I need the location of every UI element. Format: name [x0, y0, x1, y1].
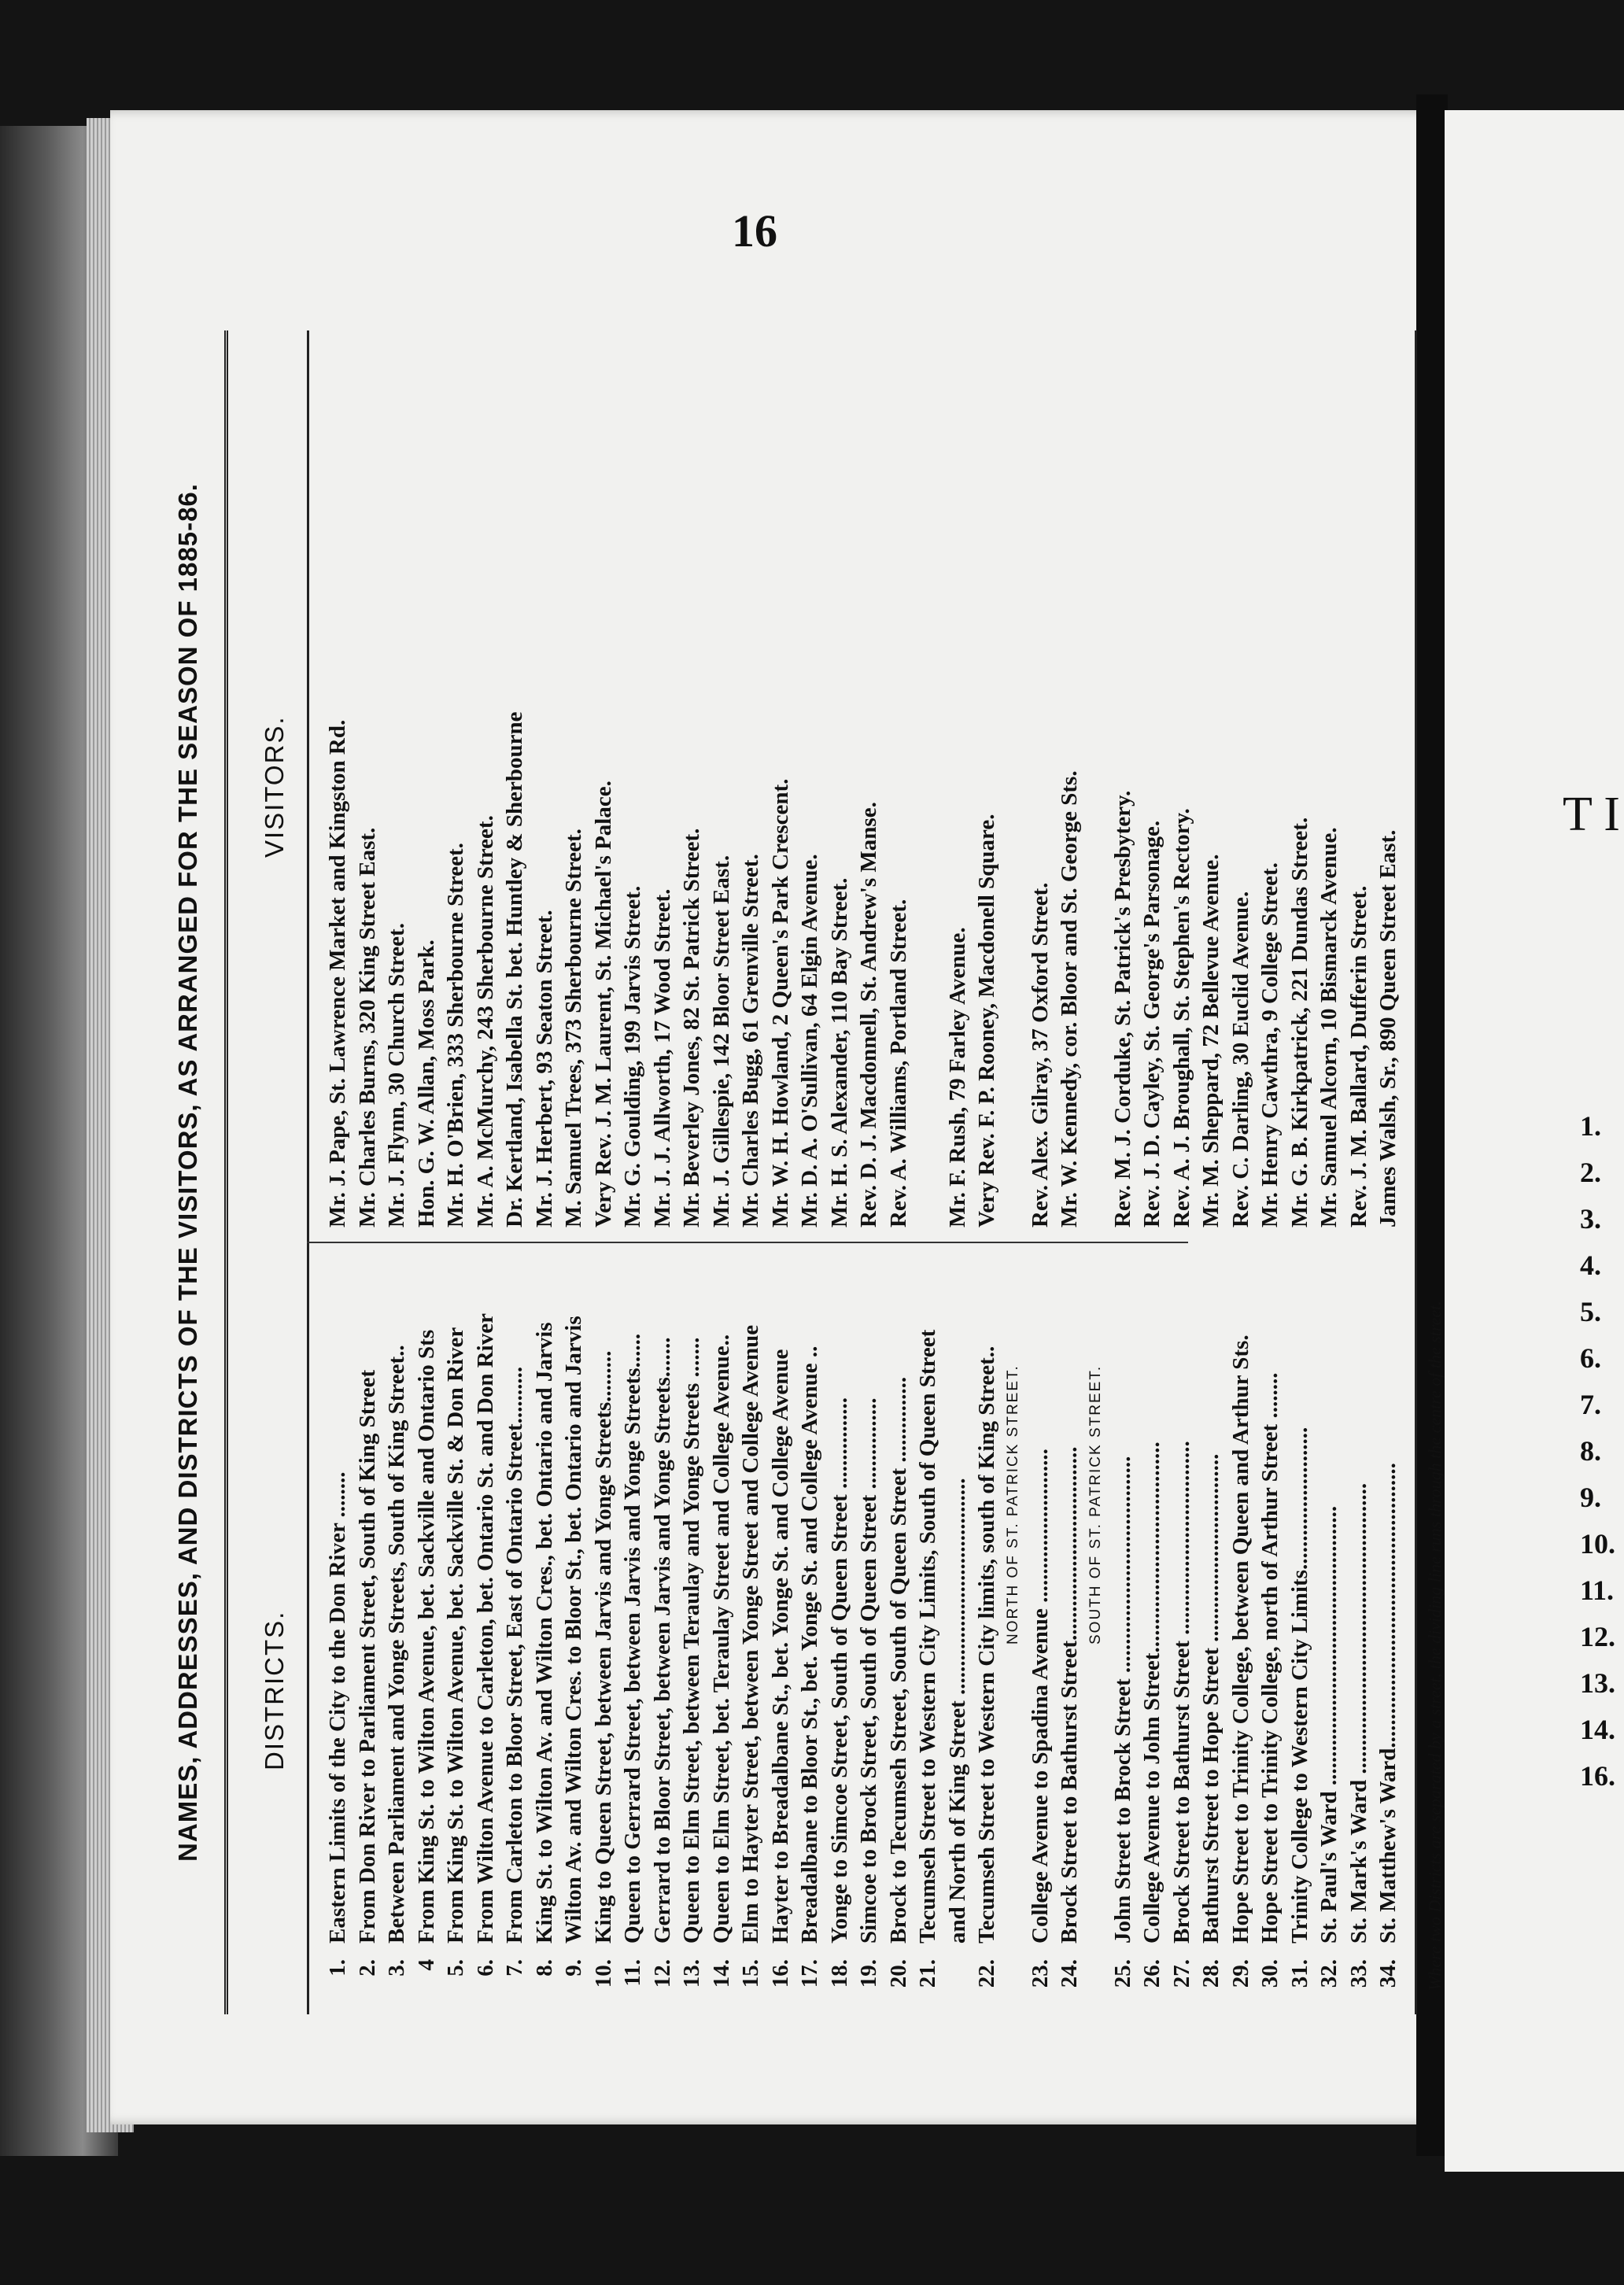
table-row	[1167, 323, 1197, 2006]
table-row	[1054, 323, 1084, 2006]
row-district: Between Parliament and Yonge Streets, South of King Street..	[384, 1345, 409, 1944]
row-district: From Carleton to Bloor Street, East of Ontario Street..........	[502, 1366, 527, 1944]
row-visitor: Mr. A. McMurchy, 243 Sherbourne Street.	[472, 815, 498, 1227]
table-row	[1285, 323, 1315, 2006]
row-number: 2.	[354, 1959, 380, 1977]
row-district: Queen to Elm Street, bet. Teraulay Street and College Avenue..	[708, 1334, 734, 1944]
row-visitor: Mr. J. Herbert, 93 Seaton Street.	[531, 910, 557, 1227]
row-district: St. Mark's Ward ...................................................	[1345, 1482, 1371, 1944]
row-visitor: Rev. J. M. Ballard, Dufferin Street.	[1345, 885, 1371, 1227]
table-row	[589, 323, 618, 2006]
table-row	[854, 323, 884, 2006]
row-district: Queen to Gerrard Street, between Jarvis and Yonge Streets......	[620, 1333, 645, 1944]
row-visitor: Mr. Charles Bugg, 61 Grenville Street.	[738, 854, 763, 1227]
table-row	[559, 323, 589, 2006]
table-row	[1314, 323, 1344, 2006]
row-visitor: Mr. H. O'Brien, 333 Sherbourne Street.	[443, 843, 468, 1227]
row-visitor: Mr. W. Kennedy, cor. Bloor and St. George Sts.	[1057, 770, 1082, 1227]
header-rule	[307, 330, 309, 2014]
table-row	[1108, 323, 1138, 2006]
right-page-number: 7.	[1580, 1389, 1601, 1420]
right-page-number: 8.	[1580, 1435, 1601, 1467]
table-row	[972, 323, 1002, 2006]
page-number: 16	[732, 205, 777, 257]
row-number: 33.	[1345, 1959, 1371, 1988]
row-number: 34.	[1375, 1959, 1401, 1988]
table-row	[884, 323, 914, 2006]
row-number: 9.	[561, 1959, 586, 1977]
table-row	[677, 323, 707, 2006]
row-visitor: Rev. Alex. Gilray, 37 Oxford Street.	[1027, 882, 1053, 1227]
row-number: 29.	[1227, 1959, 1253, 1988]
row-visitor: Mr. G. Goulding, 199 Jarvis Street.	[620, 885, 645, 1227]
top-rule	[224, 330, 228, 2014]
right-page-number: 10.	[1580, 1528, 1615, 1560]
row-district: Brock Street to Bathurst Street ..................................	[1168, 1441, 1194, 1944]
section-label-south: SOUTH OF ST. PATRICK STREET.	[1087, 1364, 1104, 1645]
row-district: Hayter to Breadalbane St., bet. Yonge St. and College Avenue	[767, 1349, 793, 1944]
row-visitor: Very Rev. F. P. Rooney, Macdonell Square.	[974, 814, 999, 1227]
table-row	[1373, 323, 1403, 2006]
row-visitor: M. Samuel Trees, 373 Sherbourne Street.	[561, 829, 586, 1227]
rotated-table-frame	[157, 307, 1445, 2038]
row-district: From King St. to Wilton Avenue, bet. Sackville St. & Don River	[443, 1327, 468, 1944]
table-row	[471, 323, 500, 2006]
row-number: 10.	[590, 1959, 616, 1988]
row-number: 18.	[826, 1959, 852, 1988]
row-visitor: Rev. A. J. Broughall, St. Stephen's Rectory.	[1168, 808, 1194, 1227]
row-district: Tecumseh Street to Western City Limits, South of Queen Street	[915, 1329, 940, 1944]
row-visitor: Mr. H. S. Alexander, 110 Bay Street.	[826, 877, 852, 1227]
row-visitor: Very Rev. J. M. Laurent, St. Michael's Palace.	[590, 781, 616, 1227]
right-page	[1445, 110, 1624, 2172]
row-visitor: Dr. Kertland, Isabella St. bet. Huntley & Sherbourne	[502, 711, 527, 1227]
row-district: King St. to Wilton Av. and Wilton Cres., bet. Ontario and Jarvis	[531, 1322, 557, 1944]
table-row	[1255, 323, 1285, 2006]
row-number: 4	[413, 1959, 439, 1971]
row-district: Eastern Limits of the City to the Don River ........	[325, 1471, 350, 1944]
row-visitor: Rev. M. J. Corduke, St. Patrick's Presbytery.	[1109, 790, 1135, 1227]
row-visitor: Mr. Henry Cawthra, 9 College Street.	[1257, 862, 1283, 1227]
row-district: College Avenue to Spadina Avenue ...........................	[1027, 1449, 1053, 1944]
row-district: John Street to Brock Street ......................................	[1109, 1456, 1135, 1944]
row-number: 16.	[767, 1959, 793, 1988]
table-row	[943, 323, 973, 2006]
row-number: 15.	[738, 1959, 763, 1988]
table-row	[618, 323, 648, 2006]
right-page-number: 1.	[1580, 1110, 1601, 1142]
row-district: Gerrard to Bloor Street, between Jarvis and Yonge Streets.......	[649, 1337, 675, 1944]
right-page-number: 4.	[1580, 1250, 1601, 1281]
row-number: 20.	[885, 1959, 911, 1988]
right-page-number: 2.	[1580, 1157, 1601, 1188]
table-row	[382, 323, 412, 2006]
row-number: 17.	[797, 1959, 822, 1988]
row-number: 1.	[325, 1959, 350, 1977]
row-visitor: Mr. Charles Burns, 320 King Street East.	[354, 827, 380, 1227]
right-page-number: 3.	[1580, 1203, 1601, 1235]
table-row	[825, 323, 854, 2006]
row-visitor: Rev. J. D. Cayley, St. George's Parsonage.	[1139, 820, 1164, 1227]
row-district: Elm to Hayter Street, between Yonge Street and College Avenue	[738, 1324, 763, 1944]
row-number: 30.	[1257, 1959, 1283, 1988]
right-page-number: 16.	[1580, 1760, 1615, 1792]
visitors-table	[157, 307, 1445, 2038]
right-page-title-fragment: T I	[1563, 788, 1620, 841]
row-visitor: Rev. A. Williams, Portland Street.	[885, 899, 911, 1227]
row-district: and North of King Street ......................................	[944, 1478, 970, 1944]
row-visitor: Mr. M. Sheppard, 72 Bellevue Avenue.	[1198, 854, 1224, 1227]
row-district: Brock Street to Bathurst Street..................................	[1057, 1446, 1082, 1944]
row-district: St. Matthew's Ward..................................................	[1375, 1463, 1401, 1944]
table-row	[1226, 323, 1256, 2006]
table-row	[412, 323, 441, 2006]
row-visitor: Mr. J. Pape, St. Lawrence Market and Kingston Rd.	[325, 719, 350, 1227]
row-visitor: Rev. C. Darling, 30 Euclid Avenue.	[1227, 891, 1253, 1227]
row-visitor: Mr. J. J. Allworth, 17 Wood Street.	[649, 888, 675, 1227]
row-number: 11.	[620, 1959, 645, 1987]
right-page-number: 13.	[1580, 1667, 1615, 1699]
row-number: 21.	[915, 1959, 940, 1988]
row-district: From Don River to Parliament Street, South of King Street	[354, 1369, 380, 1944]
section-label-north: NORTH OF ST. PATRICK STREET.	[1004, 1364, 1021, 1645]
row-district: St. Paul's Ward .................................................	[1316, 1505, 1342, 1944]
row-district: Trinity College to Western City Limits.........................	[1286, 1427, 1312, 1944]
table-row	[795, 323, 825, 2006]
table-title: NAMES, ADDRESSES, AND DISTRICTS OF THE VISITORS, AS ARRANGED FOR THE SEASON OF 1885-86.	[173, 483, 202, 1862]
row-district: Tecumseh Street to Western City limits, south of King Street..	[974, 1346, 999, 1944]
row-visitor: Mr. W. H. Howland, 2 Queen's Park Crescent.	[767, 778, 793, 1227]
right-page-number: 9.	[1580, 1482, 1601, 1513]
table-row	[766, 323, 795, 2006]
row-district: Queen to Elm Street, between Teraulay and Yonge Streets .......	[679, 1337, 704, 1944]
right-page-number: 5.	[1580, 1296, 1601, 1327]
districts-header: DISTRICTS.	[260, 1610, 289, 1770]
row-visitor: Mr. J. Gillespie, 142 Bloor Street East.	[708, 855, 734, 1227]
row-number: 27.	[1168, 1959, 1194, 1988]
row-district: Brock to Tecumseh Street, South of Queen Street ...............	[885, 1376, 911, 1944]
row-number: 12.	[649, 1959, 675, 1988]
table-row	[1137, 323, 1167, 2006]
row-visitor: James Walsh, Sr., 890 Queen Street East.	[1375, 829, 1401, 1227]
row-visitor: Hon. G. W. Allan, Moss Park.	[413, 939, 439, 1227]
row-visitor: Mr. F. Rush, 79 Farley Avenue.	[944, 927, 970, 1227]
row-district: Hope Street to Trinity College, between Queen and Arthur Sts.	[1227, 1334, 1253, 1944]
row-visitor: Mr. G. B. Kirkpatrick, 221 Dundas Street.	[1286, 817, 1312, 1227]
row-number: 6.	[472, 1959, 498, 1977]
footnote: Where two Districts are separated by a street, the dividing line runs through the centre of the street.	[1424, 1301, 1445, 1991]
table-row	[1025, 323, 1055, 2006]
row-number: 7.	[502, 1959, 527, 1977]
row-visitor: Mr. Samuel Alcorn, 10 Bismarck Avenue.	[1316, 827, 1342, 1227]
row-number: 3.	[384, 1959, 409, 1977]
table-row	[707, 323, 736, 2006]
row-number: 14.	[708, 1959, 734, 1988]
table-row	[323, 323, 352, 2006]
table-row	[500, 323, 530, 2006]
row-district: From King St. to Wilton Avenue, bet. Sackville and Ontario Sts	[413, 1329, 439, 1944]
row-district: College Avenue to John Street.....................................	[1139, 1442, 1164, 1944]
row-district: Simcoe to Brock Street, South of Queen Street ................	[856, 1397, 881, 1944]
row-visitor: Mr. J. Flynn, 30 Church Street.	[384, 923, 409, 1227]
row-number: 26.	[1139, 1959, 1164, 1988]
table-row	[441, 323, 471, 2006]
table-row	[1196, 323, 1226, 2006]
right-page-number: 6.	[1580, 1342, 1601, 1374]
visitors-header: VISITORS.	[260, 715, 289, 858]
row-number: 19.	[856, 1959, 881, 1988]
table-row	[913, 323, 943, 2006]
table-row	[1344, 323, 1374, 2006]
table-row	[530, 323, 559, 2006]
table-row	[736, 323, 766, 2006]
row-district: From Wilton Avenue to Carleton, bet. Ontario St. and Don River	[472, 1313, 498, 1944]
row-number: 5.	[443, 1959, 468, 1977]
right-page-number: 11.	[1580, 1574, 1615, 1606]
row-number: 25.	[1109, 1959, 1135, 1988]
row-number: 8.	[531, 1959, 557, 1977]
table-row	[352, 323, 382, 2006]
row-number: 22.	[974, 1959, 999, 1988]
row-district: King to Queen Street, between Jarvis and Yonge Streets.........	[590, 1350, 616, 1944]
row-district: Yonge to Simcoe Street, South of Queen Street ................	[826, 1397, 852, 1944]
row-number: 32.	[1316, 1959, 1342, 1988]
right-page-number: 12.	[1580, 1621, 1615, 1652]
row-district: Wilton Av. and Wilton Cres. to Bloor St., bet. Ontario and Jarvis	[561, 1316, 586, 1944]
row-visitor: Mr. Beverley Jones, 82 St. Patrick Street.	[679, 828, 704, 1227]
row-number: 23.	[1027, 1959, 1053, 1988]
row-district: Bathurst Street to Hope Street .................................	[1198, 1453, 1224, 1944]
row-visitor: Mr. D. A. O'Sullivan, 64 Elgin Avenue.	[797, 854, 822, 1227]
row-number: 31.	[1286, 1959, 1312, 1988]
row-number: 13.	[679, 1959, 704, 1988]
row-number: 24.	[1057, 1959, 1082, 1988]
right-page-number: 14.	[1580, 1714, 1615, 1745]
row-number: 28.	[1198, 1959, 1224, 1988]
row-district: Breadalbane to Bloor St., bet. Yonge St. and College Avenue ..	[797, 1346, 822, 1944]
row-district: Hope Street to Trinity College, north of Arthur Street ........	[1257, 1372, 1283, 1944]
row-visitor: Rev. D. J. Macdonnell, St. Andrew's Manse.	[856, 802, 881, 1227]
bottom-rule	[1415, 330, 1417, 2014]
table-row	[648, 323, 677, 2006]
